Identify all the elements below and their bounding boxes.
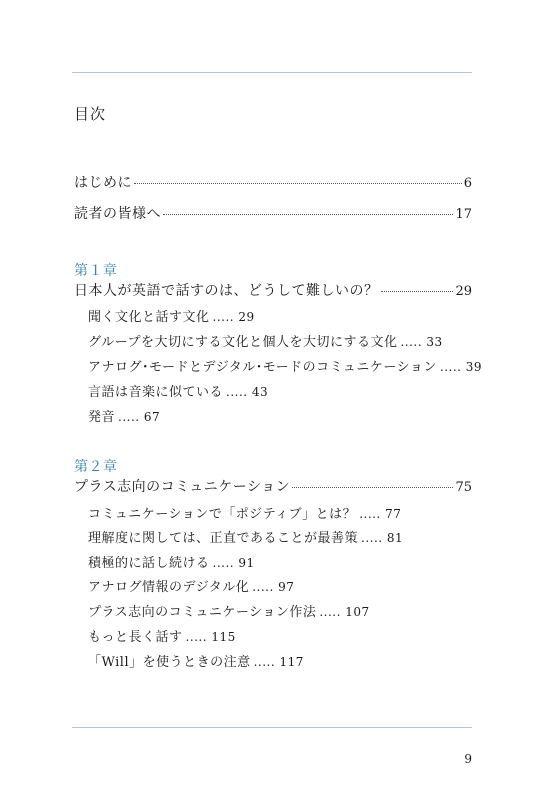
toc-section[interactable] xyxy=(88,601,370,620)
section-page: ..... 43 xyxy=(226,385,269,399)
toc-section[interactable] xyxy=(88,331,443,350)
section-page: ..... 29 xyxy=(212,310,255,324)
toc-section[interactable] xyxy=(88,381,268,400)
section-title: コミュニケーションで「ポジティブ」とは？ xyxy=(88,507,357,522)
section-title: 言語は音楽に似ている xyxy=(88,385,224,400)
section-title: アナログ･モードとデジタル･モードのコミュニケーション xyxy=(88,360,437,375)
entry-page: 6 xyxy=(463,176,472,191)
section-page: ..... 97 xyxy=(252,580,295,594)
toc-section[interactable] xyxy=(88,356,482,375)
section-title: 「Will」を使うときの注意 xyxy=(88,655,251,670)
section-title: 聞く文化と話す文化 xyxy=(88,310,210,325)
section-page: ..... 77 xyxy=(359,507,402,521)
toc-section[interactable] xyxy=(88,503,401,522)
dot-leader xyxy=(292,487,453,488)
section-page: ..... 81 xyxy=(361,531,404,545)
section-title: 発音 xyxy=(88,410,116,425)
section-title: 積極的に話し続ける xyxy=(88,556,210,571)
entry-title: 日本人が英語で話すのは、どうして難しいの？ xyxy=(74,283,379,299)
top-rule xyxy=(72,72,472,73)
chapter-2-label: 第２章 xyxy=(74,459,118,475)
toc-entry-introduction[interactable] xyxy=(74,172,472,192)
toc-entry-to-readers[interactable] xyxy=(74,203,472,223)
section-title: アナログ情報のデジタル化 xyxy=(88,580,250,595)
section-page: ..... 115 xyxy=(185,630,236,644)
section-page: ..... 107 xyxy=(319,605,370,619)
entry-title: プラス志向のコミュニケーション xyxy=(74,479,291,495)
toc-entry-chapter-1[interactable] xyxy=(74,280,472,300)
toc-section[interactable] xyxy=(88,576,294,595)
dot-leader xyxy=(381,291,454,292)
section-page: ..... 39 xyxy=(439,360,483,374)
entry-page: 75 xyxy=(455,480,472,495)
section-title: グループを大切にする文化と個人を大切にする文化 xyxy=(88,335,398,350)
section-page: ..... 67 xyxy=(118,410,161,424)
toc-title: 目次 xyxy=(74,105,107,123)
entry-title: 読者の皆様へ xyxy=(74,206,161,222)
toc-section[interactable] xyxy=(88,552,255,571)
section-title: 理解度に関しては、正直であることが最善策 xyxy=(88,531,359,546)
toc-section[interactable] xyxy=(88,527,403,546)
toc-section[interactable] xyxy=(88,651,304,670)
entry-page: 17 xyxy=(455,207,472,222)
toc-section[interactable] xyxy=(88,406,160,425)
page-number: 9 xyxy=(464,752,472,766)
chapter-1-label: 第１章 xyxy=(74,263,118,279)
dot-leader xyxy=(134,183,462,184)
bottom-rule xyxy=(72,727,472,728)
entry-title: はじめに xyxy=(74,175,132,191)
section-page: ..... 117 xyxy=(253,655,304,669)
section-page: ..... 91 xyxy=(212,556,255,570)
section-title: プラス志向のコミュニケーション作法 xyxy=(88,605,317,620)
toc-section[interactable] xyxy=(88,626,236,645)
toc-section[interactable] xyxy=(88,306,255,325)
section-title: もっと長く話す xyxy=(88,630,183,645)
entry-page: 29 xyxy=(455,284,472,299)
section-page: ..... 33 xyxy=(400,335,443,349)
dot-leader xyxy=(163,214,453,215)
toc-entry-chapter-2[interactable] xyxy=(74,476,472,496)
